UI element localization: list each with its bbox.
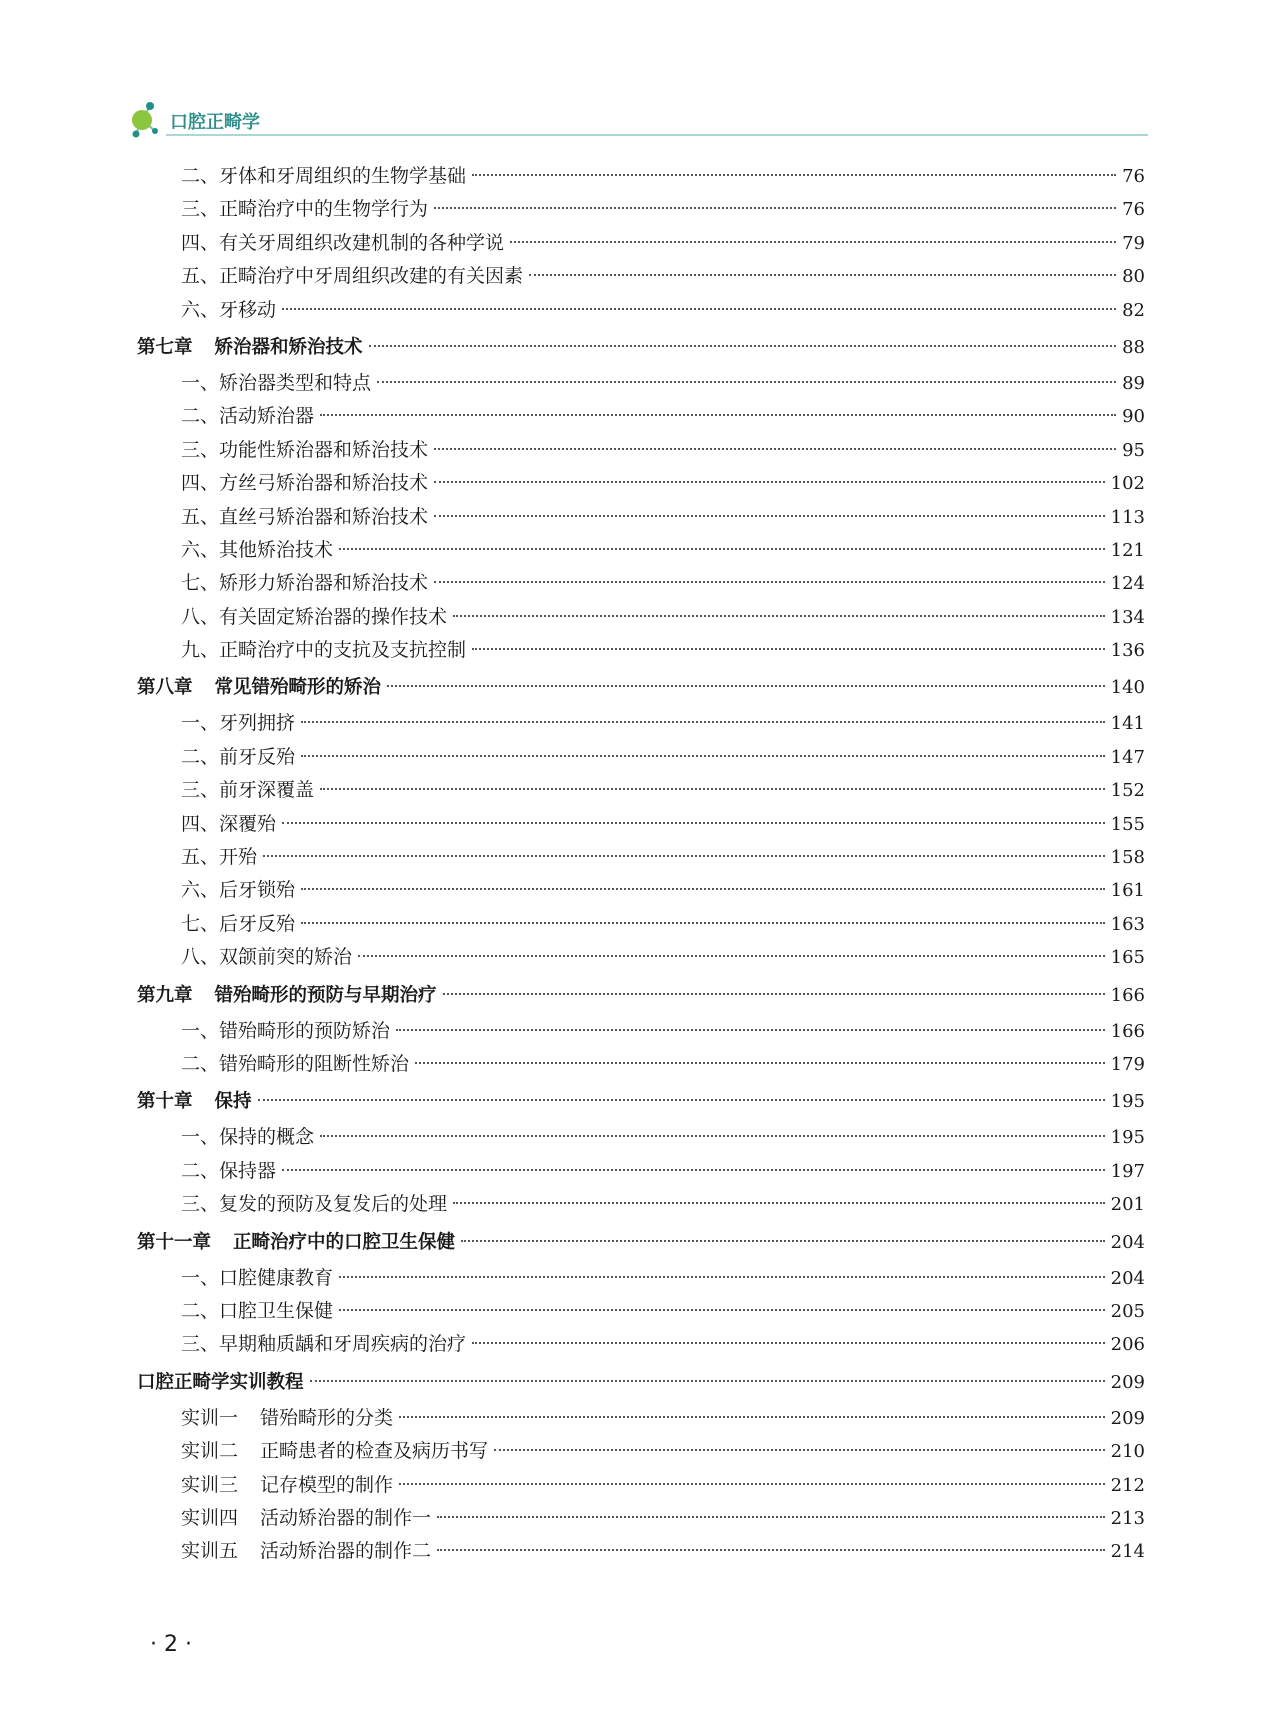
toc-entry-label: 错殆畸形的分类 xyxy=(260,1406,394,1429)
toc-entry-label: 一、牙列拥挤 xyxy=(181,712,296,735)
toc-page-number: 195 xyxy=(1110,1127,1145,1149)
toc-chapter-row[interactable] xyxy=(137,1083,1145,1121)
toc-entry-title xyxy=(181,434,428,467)
toc-section-row[interactable] xyxy=(137,1435,1145,1468)
toc-entry-label: 正畸治疗中的口腔卫生保健 xyxy=(233,1231,456,1253)
toc-entry-number: 实训二 xyxy=(181,1440,239,1463)
dot-leader xyxy=(434,448,1116,450)
toc-chapter-row[interactable] xyxy=(137,669,1145,707)
dot-leader xyxy=(377,381,1116,383)
toc-entry-title xyxy=(181,1328,466,1361)
toc-entry-title xyxy=(181,634,466,667)
toc-entry-title xyxy=(181,941,352,974)
toc-entry-title xyxy=(181,1502,431,1535)
toc-entry-label: 四、方丝弓矫治器和矫治技术 xyxy=(181,472,429,495)
toc-entry-label: 四、深覆殆 xyxy=(181,812,277,835)
toc-entry-label: 二、牙体和牙周组织的生物学基础 xyxy=(181,165,467,187)
dot-leader xyxy=(320,1135,1105,1137)
toc-entry-label: 七、后牙反殆 xyxy=(181,912,296,935)
toc-entry-title xyxy=(181,774,314,807)
toc-entry-label: 三、复发的预防及复发后的处理 xyxy=(181,1193,448,1216)
toc-section-row[interactable] xyxy=(137,227,1145,260)
toc-page-number: 209 xyxy=(1110,1371,1145,1393)
dot-leader xyxy=(434,515,1105,517)
dot-leader xyxy=(301,755,1105,757)
toc-section-row[interactable] xyxy=(137,1262,1145,1295)
toc-section-row[interactable] xyxy=(137,774,1145,807)
dot-leader xyxy=(369,345,1117,347)
dot-leader xyxy=(301,888,1105,890)
dot-leader xyxy=(437,1549,1105,1551)
dot-leader xyxy=(453,1202,1105,1204)
toc-entry-title xyxy=(181,1469,393,1502)
toc-page-number: 134 xyxy=(1110,606,1145,628)
dot-leader xyxy=(301,721,1105,723)
toc-section-row[interactable] xyxy=(137,1048,1145,1081)
toc-section-row[interactable] xyxy=(137,193,1145,226)
toc-page-number: 136 xyxy=(1110,640,1145,662)
toc-entry-title xyxy=(181,1262,333,1295)
toc-section-row[interactable] xyxy=(137,908,1145,941)
toc-entry-title xyxy=(181,1435,488,1468)
toc-entry-title xyxy=(181,501,428,534)
toc-page-number: 210 xyxy=(1110,1441,1145,1463)
toc-entry-title xyxy=(181,908,295,941)
toc-entry-number: 第九章 xyxy=(137,984,193,1006)
toc-page-number: 95 xyxy=(1122,439,1145,461)
toc-entry-label: 保持 xyxy=(214,1091,252,1113)
toc-entry-number: 实训三 xyxy=(181,1473,239,1496)
toc-page-number: 213 xyxy=(1110,1507,1145,1529)
toc-entry-label: 六、后牙锁殆 xyxy=(181,879,296,902)
toc-entry-title xyxy=(181,1155,276,1188)
toc-page-number: 161 xyxy=(1110,880,1145,902)
toc-entry-title xyxy=(181,808,276,841)
toc-section-row[interactable] xyxy=(137,1121,1145,1154)
toc-section-row[interactable] xyxy=(137,841,1145,874)
toc-entry-label: 活动矫治器的制作二 xyxy=(260,1540,432,1563)
toc-entry-number: 第十一章 xyxy=(137,1231,212,1253)
dot-leader xyxy=(399,1483,1105,1485)
toc-entry-label: 活动矫治器的制作一 xyxy=(260,1506,432,1529)
toc-entry-number: 第七章 xyxy=(137,336,193,358)
toc-section-row[interactable] xyxy=(137,601,1145,634)
toc-entry-title xyxy=(181,400,314,433)
toc-page-number: 89 xyxy=(1122,372,1145,394)
toc-section-row[interactable] xyxy=(137,434,1145,467)
toc-entry-title xyxy=(181,841,257,874)
toc-page-number: 206 xyxy=(1110,1334,1145,1356)
toc-section-row[interactable] xyxy=(137,707,1145,740)
dot-leader xyxy=(358,955,1105,957)
toc-entry-title xyxy=(181,193,428,226)
toc-entry-title xyxy=(181,707,295,740)
toc-entry-title xyxy=(137,1083,252,1121)
toc-entry-title xyxy=(181,741,295,774)
toc-page-number: 140 xyxy=(1110,677,1145,699)
toc-entry-number: 第十章 xyxy=(137,1091,193,1113)
toc-section-row[interactable] xyxy=(137,1328,1145,1361)
toc-entry-label: 记存模型的制作 xyxy=(260,1473,394,1496)
toc-entry-title xyxy=(181,567,428,600)
toc-page-number: 166 xyxy=(1110,1020,1145,1042)
toc-entry-label: 口腔正畸学实训教程 xyxy=(137,1371,304,1393)
toc-page-number: 205 xyxy=(1110,1300,1145,1322)
dot-leader xyxy=(339,1309,1105,1311)
toc-entry-title xyxy=(137,329,363,367)
toc-entry-title xyxy=(181,1188,447,1221)
toc-entry-label: 五、直丝弓矫治器和矫治技术 xyxy=(181,505,429,528)
toc-entry-label: 七、矫形力矫治器和矫治技术 xyxy=(181,572,429,595)
toc-entry-title xyxy=(181,294,276,327)
toc-section-row[interactable] xyxy=(137,1188,1145,1221)
toc-entry-label: 九、正畸治疗中的支抗及支抗控制 xyxy=(181,639,467,662)
toc-chapter-row[interactable] xyxy=(137,329,1145,367)
toc-page-number: 201 xyxy=(1110,1194,1145,1216)
toc-entry-title xyxy=(181,1402,393,1435)
toc-section-row[interactable] xyxy=(137,1502,1145,1535)
toc-entry-label: 四、有关牙周组织改建机制的各种学说 xyxy=(181,231,505,254)
toc-section-row[interactable] xyxy=(137,741,1145,774)
dot-leader xyxy=(472,1342,1105,1344)
toc-entry-title xyxy=(181,1535,431,1568)
toc-entry-label: 六、其他矫治技术 xyxy=(181,538,334,561)
dot-leader xyxy=(472,174,1116,176)
toc-section-row[interactable] xyxy=(137,260,1145,293)
toc-page-number: 76 xyxy=(1122,199,1145,221)
toc-page-number: 155 xyxy=(1110,813,1145,835)
toc-entry-title xyxy=(181,874,295,907)
toc-section-row[interactable] xyxy=(137,1402,1145,1435)
toc-page-number: 204 xyxy=(1110,1267,1145,1289)
dot-leader xyxy=(434,581,1105,583)
toc-entry-label: 一、口腔健康教育 xyxy=(181,1266,334,1289)
dot-leader xyxy=(339,548,1105,550)
dot-leader xyxy=(461,1240,1105,1242)
toc-chapter-row[interactable] xyxy=(137,977,1145,1015)
toc-entry-label: 三、功能性矫治器和矫治技术 xyxy=(181,438,429,461)
toc-page-number: 113 xyxy=(1110,506,1145,528)
toc-entry-title xyxy=(181,534,333,567)
dot-leader xyxy=(263,855,1105,857)
toc-page-number: 102 xyxy=(1110,473,1145,495)
dot-leader xyxy=(494,1449,1105,1451)
toc-section-row[interactable] xyxy=(137,1155,1145,1188)
toc-section-row[interactable] xyxy=(137,1469,1145,1502)
toc-section-row[interactable] xyxy=(137,501,1145,534)
toc-page-number: 214 xyxy=(1110,1541,1145,1563)
toc-entry-label: 二、口腔卫生保健 xyxy=(181,1299,334,1322)
toc-section-row[interactable] xyxy=(137,160,1145,193)
toc-section-row[interactable] xyxy=(137,1015,1145,1048)
dot-leader xyxy=(282,1169,1105,1171)
dot-leader xyxy=(510,241,1116,243)
toc-entry-title xyxy=(137,669,381,707)
dot-leader xyxy=(258,1099,1105,1101)
toc-entry-label: 一、矫治器类型和特点 xyxy=(181,371,372,394)
toc-entry-title xyxy=(181,1121,314,1154)
toc-section-row[interactable] xyxy=(137,400,1145,433)
toc-entry-title xyxy=(181,1015,390,1048)
toc-entry-label: 矫治器和矫治技术 xyxy=(214,336,363,358)
dot-leader xyxy=(529,274,1116,276)
toc-entry-title xyxy=(181,227,504,260)
toc-section-row[interactable] xyxy=(137,367,1145,400)
table-of-contents xyxy=(137,160,1145,1569)
toc-section-row[interactable] xyxy=(137,294,1145,327)
toc-page-number: 80 xyxy=(1122,266,1145,288)
toc-entry-title xyxy=(181,467,428,500)
dot-leader xyxy=(453,615,1105,617)
molecule-logo-icon xyxy=(128,100,168,142)
toc-page-number: 147 xyxy=(1110,746,1145,768)
toc-entry-label: 正畸患者的检查及病历书写 xyxy=(260,1440,489,1463)
toc-page-number: 165 xyxy=(1110,947,1145,969)
toc-section-row[interactable] xyxy=(137,567,1145,600)
dot-leader xyxy=(310,1380,1105,1382)
toc-entry-label: 常见错殆畸形的矫治 xyxy=(214,677,382,699)
dot-leader xyxy=(320,414,1116,416)
toc-page-number: 204 xyxy=(1110,1231,1145,1253)
dot-leader xyxy=(282,822,1105,824)
dot-leader xyxy=(282,308,1116,310)
dot-leader xyxy=(443,993,1105,995)
toc-page-number: 90 xyxy=(1122,406,1145,428)
toc-page-number: 141 xyxy=(1110,713,1145,735)
toc-section-row[interactable] xyxy=(137,467,1145,500)
toc-entry-label: 三、前牙深覆盖 xyxy=(181,779,315,802)
toc-entry-number: 第八章 xyxy=(137,677,193,699)
dot-leader xyxy=(399,1416,1105,1418)
toc-page-number: 158 xyxy=(1110,847,1145,869)
toc-entry-label: 五、开殆 xyxy=(181,846,258,869)
toc-entry-label: 六、牙移动 xyxy=(181,298,277,321)
toc-page-number: 88 xyxy=(1122,336,1145,358)
dot-leader xyxy=(339,1276,1105,1278)
toc-chapter-row[interactable] xyxy=(137,1364,1145,1402)
toc-page-number: 179 xyxy=(1110,1053,1145,1075)
toc-page-number: 163 xyxy=(1110,913,1145,935)
toc-page-number: 209 xyxy=(1110,1407,1145,1429)
toc-entry-label: 二、保持器 xyxy=(181,1159,277,1182)
toc-section-row[interactable] xyxy=(137,941,1145,974)
toc-entry-number: 实训五 xyxy=(181,1540,239,1563)
toc-entry-label: 一、保持的概念 xyxy=(181,1126,315,1149)
toc-entry-label: 三、正畸治疗中的生物学行为 xyxy=(181,198,429,221)
toc-entry-label: 八、双颌前突的矫治 xyxy=(181,946,353,969)
toc-section-row[interactable] xyxy=(137,1295,1145,1328)
toc-entry-number: 实训一 xyxy=(181,1406,239,1429)
toc-section-row[interactable] xyxy=(137,874,1145,907)
dot-leader xyxy=(396,1029,1105,1031)
toc-entry-title xyxy=(137,1224,455,1262)
toc-page-number: 121 xyxy=(1110,539,1145,561)
toc-page-number: 195 xyxy=(1110,1091,1145,1113)
running-header xyxy=(128,100,1148,142)
toc-page-number: 212 xyxy=(1110,1474,1145,1496)
dot-leader xyxy=(320,788,1105,790)
toc-entry-label: 八、有关固定矫治器的操作技术 xyxy=(181,605,448,628)
dot-leader xyxy=(472,648,1105,650)
toc-section-row[interactable] xyxy=(137,808,1145,841)
toc-page-number: 124 xyxy=(1110,573,1145,595)
toc-chapter-row[interactable] xyxy=(137,1224,1145,1262)
toc-page-number: 166 xyxy=(1110,984,1145,1006)
toc-page-number: 79 xyxy=(1122,232,1145,254)
dot-leader xyxy=(387,685,1105,687)
toc-entry-title xyxy=(181,1295,333,1328)
toc-entry-label: 五、正畸治疗中牙周组织改建的有关因素 xyxy=(181,265,524,288)
toc-entry-title xyxy=(137,977,437,1015)
toc-page-number: 76 xyxy=(1122,166,1145,187)
toc-section-row[interactable] xyxy=(137,634,1145,667)
dot-leader xyxy=(434,207,1116,209)
book-title: 口腔正畸学 xyxy=(170,112,260,133)
toc-entry-label: 错殆畸形的预防与早期治疗 xyxy=(214,984,437,1006)
toc-entry-label: 一、错殆畸形的预防矫治 xyxy=(181,1019,391,1042)
header-rule xyxy=(166,134,1148,136)
toc-entry-title xyxy=(181,260,523,293)
dot-leader xyxy=(437,1516,1105,1518)
toc-entry-label: 二、错殆畸形的阻断性矫治 xyxy=(181,1052,410,1075)
toc-section-row[interactable] xyxy=(137,534,1145,567)
toc-entry-number: 实训四 xyxy=(181,1506,239,1529)
dot-leader xyxy=(434,481,1105,483)
toc-entry-label: 三、早期釉质龋和牙周疾病的治疗 xyxy=(181,1333,467,1356)
toc-entry-title xyxy=(181,1048,409,1081)
toc-page-number: 152 xyxy=(1110,780,1145,802)
page-number: · 2 · xyxy=(150,1632,192,1657)
toc-entry-label: 二、活动矫治器 xyxy=(181,405,315,428)
toc-entry-label: 二、前牙反殆 xyxy=(181,745,296,768)
toc-entry-title xyxy=(137,1364,304,1402)
toc-section-row[interactable] xyxy=(137,1535,1145,1568)
dot-leader xyxy=(415,1062,1105,1064)
toc-entry-title xyxy=(181,601,447,634)
dot-leader xyxy=(301,922,1105,924)
toc-page-number: 197 xyxy=(1110,1160,1145,1182)
toc-page-number: 82 xyxy=(1122,299,1145,321)
toc-entry-title xyxy=(181,367,371,400)
toc-entry-title xyxy=(181,160,466,193)
